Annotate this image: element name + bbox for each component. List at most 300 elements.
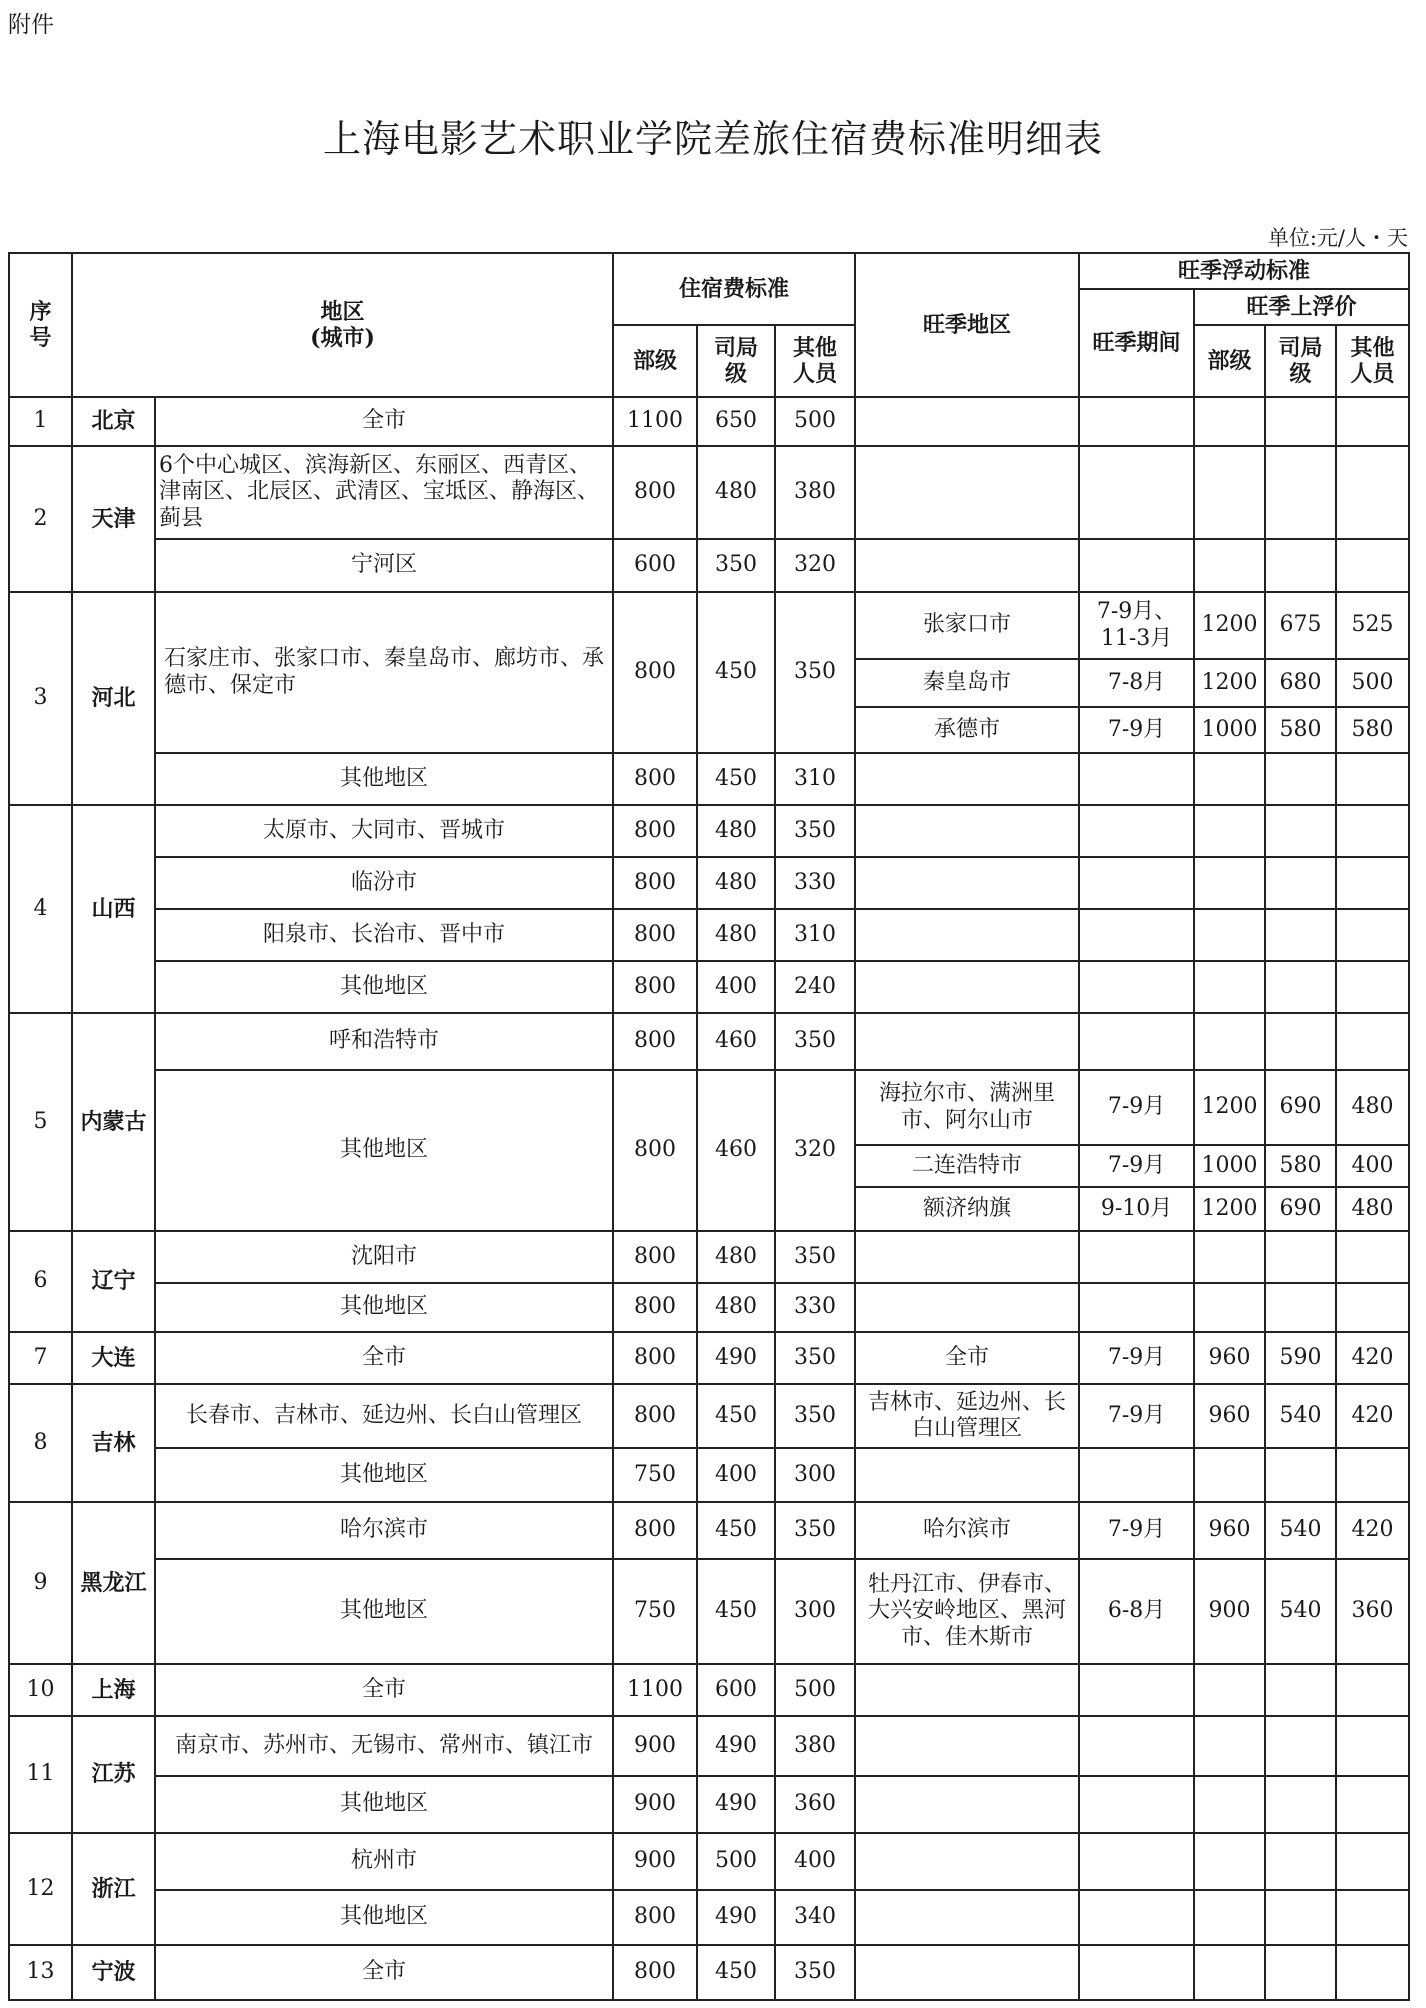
page-title: 上海电影艺术职业学院差旅住宿费标准明细表 (322, 117, 1103, 161)
city-cell: 其他地区 (155, 1283, 613, 1332)
peak-others (1336, 961, 1409, 1013)
row-number: 12 (9, 1833, 72, 1945)
rate-bureau: 650 (697, 397, 775, 446)
rate-bureau: 450 (697, 1945, 775, 2000)
rate-ministry: 800 (613, 1945, 697, 2000)
attachment-label: 附件 (8, 12, 54, 38)
peak-region (855, 753, 1079, 805)
rate-others: 350 (775, 592, 855, 753)
table-row (9, 1945, 1409, 2000)
city-cell: 石家庄市、张家口市、秦皇岛市、廊坊市、承德市、保定市 (155, 592, 613, 753)
city-cell: 呼和浩特市 (155, 1013, 613, 1070)
province-name: 江苏 (72, 1716, 155, 1833)
peak-region (855, 1664, 1079, 1716)
peak-period: 9-10月 (1079, 1187, 1194, 1231)
city-cell: 其他地区 (155, 753, 613, 805)
peak-others (1336, 805, 1409, 857)
rate-others: 350 (775, 1013, 855, 1070)
rate-bureau: 600 (697, 1664, 775, 1716)
peak-others: 480 (1336, 1070, 1409, 1145)
peak-bureau: 580 (1265, 1145, 1336, 1187)
peak-bureau (1265, 1283, 1336, 1332)
peak-region: 牡丹江市、伊春市、大兴安岭地区、黑河市、佳木斯市 (855, 1559, 1079, 1664)
peak-ministry (1194, 1890, 1265, 1945)
rate-ministry: 900 (613, 1716, 697, 1776)
peak-others (1336, 857, 1409, 909)
peak-others: 500 (1336, 659, 1409, 707)
rate-others: 330 (775, 857, 855, 909)
province-name: 大连 (72, 1332, 155, 1384)
rate-bureau: 490 (697, 1332, 775, 1384)
rate-ministry: 800 (613, 1890, 697, 1945)
peak-bureau: 690 (1265, 1070, 1336, 1145)
rate-bureau: 480 (697, 446, 775, 539)
rate-ministry: 800 (613, 1231, 697, 1283)
peak-others: 420 (1336, 1502, 1409, 1559)
rate-ministry: 800 (613, 1332, 697, 1384)
rate-ministry: 900 (613, 1833, 697, 1890)
peak-others (1336, 1945, 1409, 2000)
row-number: 9 (9, 1502, 72, 1664)
peak-period (1079, 1231, 1194, 1283)
peak-others (1336, 1283, 1409, 1332)
city-cell: 6个中心城区、滨海新区、东丽区、西青区、津南区、北辰区、武清区、宝坻区、静海区、蓟县 (155, 446, 613, 539)
header-peak-others: 其他人员 (1336, 325, 1409, 397)
peak-bureau: 690 (1265, 1187, 1336, 1231)
rate-others: 300 (775, 1448, 855, 1502)
peak-bureau (1265, 1890, 1336, 1945)
peak-others: 360 (1336, 1559, 1409, 1664)
row-number: 3 (9, 592, 72, 805)
peak-region (855, 1283, 1079, 1332)
peak-period: 7-9月 (1079, 1332, 1194, 1384)
rate-bureau: 480 (697, 1231, 775, 1283)
city-cell: 长春市、吉林市、延边州、长白山管理区 (155, 1384, 613, 1448)
rate-ministry: 750 (613, 1559, 697, 1664)
peak-period (1079, 857, 1194, 909)
peak-region: 秦皇岛市 (855, 659, 1079, 707)
peak-period (1079, 1013, 1194, 1070)
peak-region: 海拉尔市、满洲里市、阿尔山市 (855, 1070, 1079, 1145)
peak-others: 480 (1336, 1187, 1409, 1231)
peak-bureau (1265, 805, 1336, 857)
rate-ministry: 800 (613, 753, 697, 805)
peak-period (1079, 805, 1194, 857)
peak-bureau (1265, 539, 1336, 592)
table-row (9, 1890, 1409, 1945)
peak-region (855, 1231, 1079, 1283)
city-cell: 其他地区 (155, 1890, 613, 1945)
rate-bureau: 480 (697, 1283, 775, 1332)
header-bureau: 司局级 (697, 325, 775, 397)
city-cell: 太原市、大同市、晋城市 (155, 805, 613, 857)
peak-period: 7-8月 (1079, 659, 1194, 707)
peak-region (855, 1716, 1079, 1776)
peak-period: 6-8月 (1079, 1559, 1194, 1664)
province-name: 宁波 (72, 1945, 155, 2000)
table-row (9, 397, 1409, 446)
peak-ministry (1194, 1013, 1265, 1070)
row-number: 4 (9, 805, 72, 1013)
province-name: 北京 (72, 397, 155, 446)
peak-bureau (1265, 1013, 1336, 1070)
rate-ministry: 800 (613, 1283, 697, 1332)
peak-others (1336, 1013, 1409, 1070)
peak-ministry: 1000 (1194, 707, 1265, 753)
header-others: 其他人员 (775, 325, 855, 397)
peak-ministry (1194, 1945, 1265, 2000)
rate-bureau: 460 (697, 1013, 775, 1070)
table-row (9, 592, 1409, 659)
province-name: 辽宁 (72, 1231, 155, 1332)
rate-ministry: 800 (613, 805, 697, 857)
rate-others: 350 (775, 1231, 855, 1283)
table-row (9, 1833, 1409, 1890)
peak-others (1336, 539, 1409, 592)
province-name: 吉林 (72, 1384, 155, 1502)
peak-others (1336, 1890, 1409, 1945)
peak-region (855, 1776, 1079, 1833)
peak-ministry (1194, 1283, 1265, 1332)
city-cell: 阳泉市、长治市、晋中市 (155, 909, 613, 961)
peak-bureau (1265, 909, 1336, 961)
peak-others (1336, 753, 1409, 805)
row-number: 7 (9, 1332, 72, 1384)
rate-bureau: 450 (697, 1559, 775, 1664)
rate-ministry: 900 (613, 1776, 697, 1833)
rate-others: 320 (775, 1070, 855, 1231)
peak-period: 7-9月 (1079, 1145, 1194, 1187)
peak-others (1336, 1716, 1409, 1776)
rate-bureau: 500 (697, 1833, 775, 1890)
rate-others: 400 (775, 1833, 855, 1890)
table-row (9, 753, 1409, 805)
peak-ministry: 900 (1194, 1559, 1265, 1664)
city-cell: 全市 (155, 1332, 613, 1384)
city-cell: 宁河区 (155, 539, 613, 592)
rate-others: 340 (775, 1890, 855, 1945)
rate-bureau: 460 (697, 1070, 775, 1231)
peak-ministry (1194, 397, 1265, 446)
peak-region (855, 805, 1079, 857)
city-cell: 全市 (155, 397, 613, 446)
rate-bureau: 450 (697, 592, 775, 753)
rate-bureau: 490 (697, 1716, 775, 1776)
peak-region (855, 1448, 1079, 1502)
table-row (9, 857, 1409, 909)
row-number: 11 (9, 1716, 72, 1833)
peak-region (855, 1890, 1079, 1945)
peak-bureau (1265, 1776, 1336, 1833)
table-row (9, 961, 1409, 1013)
table-row (9, 1283, 1409, 1332)
rate-others: 350 (775, 1945, 855, 2000)
row-number: 6 (9, 1231, 72, 1332)
peak-bureau (1265, 397, 1336, 446)
peak-ministry: 1200 (1194, 659, 1265, 707)
header-peak-bureau: 司局级 (1265, 325, 1336, 397)
peak-period (1079, 1945, 1194, 2000)
rate-others: 240 (775, 961, 855, 1013)
lodging-standard-table (8, 252, 1410, 2001)
peak-bureau: 675 (1265, 592, 1336, 659)
rate-others: 350 (775, 1332, 855, 1384)
peak-bureau (1265, 1231, 1336, 1283)
peak-others (1336, 1231, 1409, 1283)
peak-bureau: 580 (1265, 707, 1336, 753)
table-row (9, 1013, 1409, 1070)
peak-ministry: 1200 (1194, 1187, 1265, 1231)
peak-bureau (1265, 1945, 1336, 2000)
rate-others: 380 (775, 1716, 855, 1776)
rate-others: 320 (775, 539, 855, 592)
peak-others (1336, 1664, 1409, 1716)
city-cell: 全市 (155, 1945, 613, 2000)
peak-region (855, 1013, 1079, 1070)
rate-ministry: 800 (613, 1384, 697, 1448)
peak-bureau (1265, 1716, 1336, 1776)
peak-ministry (1194, 1664, 1265, 1716)
peak-period (1079, 753, 1194, 805)
table-row (9, 1231, 1409, 1283)
table-row (9, 1332, 1409, 1384)
rate-ministry: 600 (613, 539, 697, 592)
rate-ministry: 800 (613, 1502, 697, 1559)
header-peak-float: 旺季浮动标准 (1079, 253, 1409, 289)
peak-period (1079, 1283, 1194, 1332)
rate-others: 500 (775, 1664, 855, 1716)
peak-period: 7-9月 (1079, 707, 1194, 753)
rate-bureau: 480 (697, 909, 775, 961)
peak-ministry (1194, 446, 1265, 539)
peak-period (1079, 1664, 1194, 1716)
table-row (9, 539, 1409, 592)
peak-bureau (1265, 753, 1336, 805)
province-name: 天津 (72, 446, 155, 592)
rate-ministry: 800 (613, 857, 697, 909)
city-cell: 全市 (155, 1664, 613, 1716)
row-number: 5 (9, 1013, 72, 1231)
province-name: 黑龙江 (72, 1502, 155, 1664)
rate-ministry: 800 (613, 1013, 697, 1070)
peak-bureau: 680 (1265, 659, 1336, 707)
peak-period (1079, 1776, 1194, 1833)
peak-bureau (1265, 1664, 1336, 1716)
city-cell: 南京市、苏州市、无锡市、常州市、镇江市 (155, 1716, 613, 1776)
row-number: 13 (9, 1945, 72, 2000)
row-number: 10 (9, 1664, 72, 1716)
rate-bureau: 400 (697, 961, 775, 1013)
rate-others: 310 (775, 753, 855, 805)
peak-ministry (1194, 961, 1265, 1013)
peak-others (1336, 1776, 1409, 1833)
peak-ministry: 960 (1194, 1384, 1265, 1448)
city-cell: 哈尔滨市 (155, 1502, 613, 1559)
peak-others (1336, 397, 1409, 446)
row-number: 2 (9, 446, 72, 592)
peak-ministry: 960 (1194, 1502, 1265, 1559)
peak-ministry (1194, 1231, 1265, 1283)
rate-bureau: 450 (697, 1502, 775, 1559)
peak-others (1336, 909, 1409, 961)
rate-bureau: 480 (697, 857, 775, 909)
header-no: 序号 (9, 253, 72, 397)
rate-others: 380 (775, 446, 855, 539)
peak-period (1079, 1833, 1194, 1890)
peak-region: 张家口市 (855, 592, 1079, 659)
peak-period (1079, 1890, 1194, 1945)
peak-others: 420 (1336, 1384, 1409, 1448)
city-cell: 其他地区 (155, 961, 613, 1013)
header-standard: 住宿费标准 (613, 253, 855, 325)
peak-ministry (1194, 1448, 1265, 1502)
rate-others: 360 (775, 1776, 855, 1833)
table-row (9, 909, 1409, 961)
peak-ministry (1194, 1833, 1265, 1890)
rate-others: 350 (775, 1384, 855, 1448)
peak-bureau (1265, 857, 1336, 909)
table-row (9, 1384, 1409, 1448)
peak-region: 全市 (855, 1332, 1079, 1384)
peak-ministry (1194, 857, 1265, 909)
peak-ministry (1194, 539, 1265, 592)
header-peak-up: 旺季上浮价 (1194, 289, 1409, 325)
table-row (9, 1448, 1409, 1502)
rate-ministry: 750 (613, 1448, 697, 1502)
peak-bureau (1265, 961, 1336, 1013)
peak-others: 580 (1336, 707, 1409, 753)
row-number: 1 (9, 397, 72, 446)
rate-ministry: 800 (613, 909, 697, 961)
rate-others: 310 (775, 909, 855, 961)
peak-period (1079, 1716, 1194, 1776)
table-row (9, 1502, 1409, 1559)
table-row (9, 1716, 1409, 1776)
peak-others: 400 (1336, 1145, 1409, 1187)
city-cell: 其他地区 (155, 1776, 613, 1833)
rate-bureau: 490 (697, 1776, 775, 1833)
table-row (9, 1070, 1409, 1145)
header-peak-region: 旺季地区 (855, 253, 1079, 397)
peak-region (855, 909, 1079, 961)
rate-ministry: 800 (613, 446, 697, 539)
peak-others: 525 (1336, 592, 1409, 659)
rate-bureau: 480 (697, 805, 775, 857)
peak-ministry: 960 (1194, 1332, 1265, 1384)
table-row (9, 1559, 1409, 1664)
peak-bureau: 540 (1265, 1384, 1336, 1448)
peak-region (855, 446, 1079, 539)
header-peak-period: 旺季期间 (1079, 289, 1194, 397)
peak-ministry (1194, 909, 1265, 961)
header-peak-ministry: 部级 (1194, 325, 1265, 397)
rate-others: 350 (775, 1502, 855, 1559)
peak-period (1079, 909, 1194, 961)
rate-others: 500 (775, 397, 855, 446)
province-name: 山西 (72, 805, 155, 1013)
rate-bureau: 490 (697, 1890, 775, 1945)
row-number: 8 (9, 1384, 72, 1502)
peak-region: 额济纳旗 (855, 1187, 1079, 1231)
rate-ministry: 800 (613, 961, 697, 1013)
peak-period (1079, 539, 1194, 592)
city-cell: 其他地区 (155, 1559, 613, 1664)
peak-period: 7-9月、 11-3月 (1079, 592, 1194, 659)
peak-region (855, 961, 1079, 1013)
peak-region (855, 397, 1079, 446)
table-row (9, 805, 1409, 857)
rate-ministry: 1100 (613, 1664, 697, 1716)
peak-ministry (1194, 1716, 1265, 1776)
peak-period (1079, 446, 1194, 539)
rate-bureau: 450 (697, 753, 775, 805)
peak-period: 7-9月 (1079, 1502, 1194, 1559)
city-cell: 其他地区 (155, 1448, 613, 1502)
rate-bureau: 400 (697, 1448, 775, 1502)
peak-others (1336, 446, 1409, 539)
peak-region (855, 857, 1079, 909)
peak-ministry: 1200 (1194, 592, 1265, 659)
peak-region (855, 1833, 1079, 1890)
peak-ministry (1194, 1776, 1265, 1833)
table-row (9, 446, 1409, 539)
unit-label: 单位:元/人・天 (1267, 226, 1408, 250)
peak-region: 吉林市、延边州、长白山管理区 (855, 1384, 1079, 1448)
province-name: 浙江 (72, 1833, 155, 1945)
peak-region: 二连浩特市 (855, 1145, 1079, 1187)
peak-others (1336, 1833, 1409, 1890)
peak-bureau: 590 (1265, 1332, 1336, 1384)
rate-ministry: 1100 (613, 397, 697, 446)
table-row (9, 1664, 1409, 1716)
rate-others: 300 (775, 1559, 855, 1664)
rate-others: 350 (775, 805, 855, 857)
peak-period: 7-9月 (1079, 1070, 1194, 1145)
peak-bureau (1265, 1448, 1336, 1502)
rate-ministry: 800 (613, 1070, 697, 1231)
rate-others: 330 (775, 1283, 855, 1332)
header-ministry: 部级 (613, 325, 697, 397)
peak-bureau: 540 (1265, 1559, 1336, 1664)
city-cell: 其他地区 (155, 1070, 613, 1231)
peak-ministry (1194, 753, 1265, 805)
peak-period (1079, 961, 1194, 1013)
table-row (9, 1776, 1409, 1833)
rate-bureau: 450 (697, 1384, 775, 1448)
province-name: 上海 (72, 1664, 155, 1716)
rate-bureau: 350 (697, 539, 775, 592)
province-name: 河北 (72, 592, 155, 805)
province-name: 内蒙古 (72, 1013, 155, 1231)
city-cell: 临汾市 (155, 857, 613, 909)
peak-period (1079, 1448, 1194, 1502)
peak-ministry: 1200 (1194, 1070, 1265, 1145)
peak-ministry (1194, 805, 1265, 857)
city-cell: 沈阳市 (155, 1231, 613, 1283)
city-cell: 杭州市 (155, 1833, 613, 1890)
peak-bureau (1265, 446, 1336, 539)
peak-region (855, 1945, 1079, 2000)
header-region: 地区 (城市) (72, 253, 613, 397)
peak-bureau (1265, 1833, 1336, 1890)
peak-period: 7-9月 (1079, 1384, 1194, 1448)
peak-bureau: 540 (1265, 1502, 1336, 1559)
peak-region: 哈尔滨市 (855, 1502, 1079, 1559)
peak-period (1079, 397, 1194, 446)
peak-ministry: 1000 (1194, 1145, 1265, 1187)
peak-region: 承德市 (855, 707, 1079, 753)
rate-ministry: 800 (613, 592, 697, 753)
